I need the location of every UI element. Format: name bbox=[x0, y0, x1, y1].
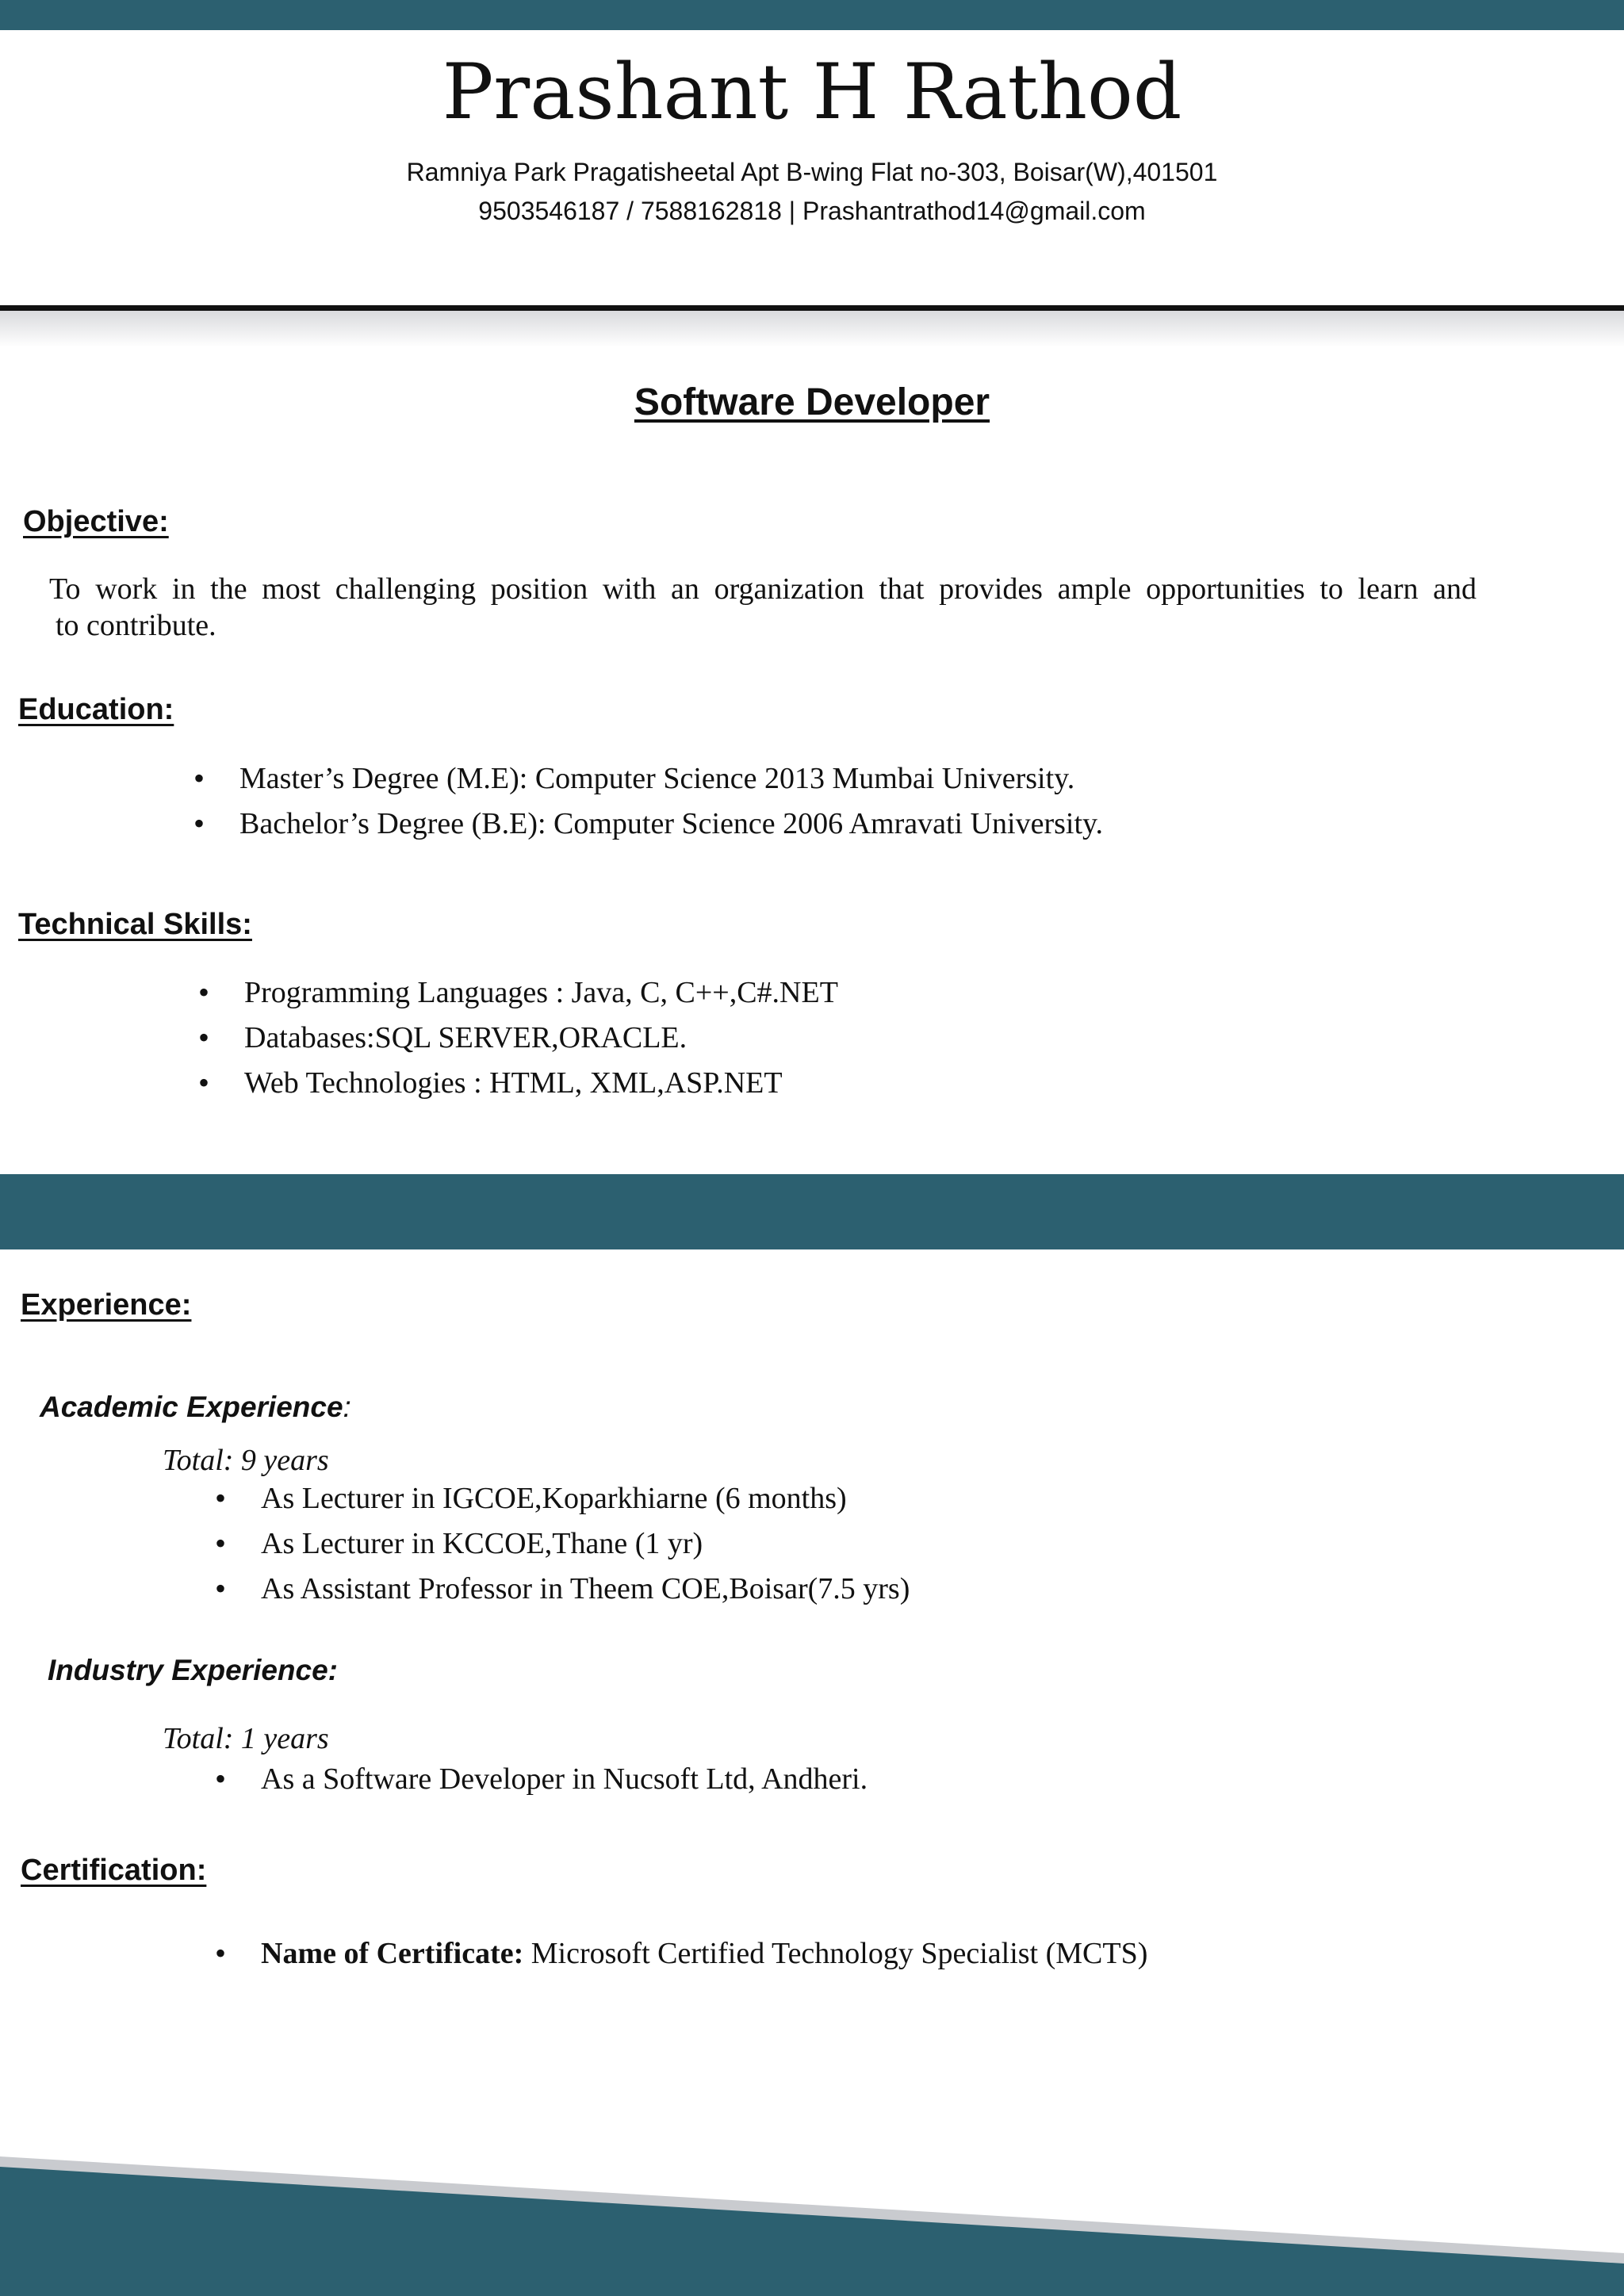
experience-heading: Experience: bbox=[21, 1288, 192, 1322]
header-divider-shadow bbox=[0, 311, 1624, 347]
list-item: • Databases:SQL SERVER,ORACLE. bbox=[244, 1020, 838, 1065]
academic-experience-list bbox=[261, 1480, 910, 1616]
list-item: • Bachelor’s Degree (B.E): Computer Science 2006 Amravati University. bbox=[239, 806, 1103, 851]
academic-experience-text: Academic Experience bbox=[40, 1391, 343, 1423]
certification-list bbox=[261, 1935, 1147, 1980]
objective-heading: Objective: bbox=[23, 505, 169, 538]
certificate-label: Name of Certificate: bbox=[261, 1937, 524, 1970]
skills-list bbox=[244, 974, 838, 1110]
footer-accent-wedge bbox=[0, 2167, 1624, 2296]
list-item: • Programming Languages : Java, C, C++,C#.NET bbox=[244, 974, 838, 1020]
objective-line-1: To work in the most challenging position with an organization that provides ample opportunities to learn and bbox=[49, 572, 1477, 606]
footer-decoration bbox=[0, 2141, 1624, 2296]
academic-experience-label bbox=[40, 1387, 351, 1427]
role-title: Software Developer bbox=[634, 381, 990, 423]
industry-experience-label: Industry Experience: bbox=[48, 1654, 339, 1686]
list-item: • Web Technologies : HTML, XML,ASP.NET bbox=[244, 1065, 838, 1110]
phone-email-line: 9503546187 / 7588162818 | Prashantrathod14@gmail.com bbox=[478, 197, 1146, 225]
candidate-name: Prashant H Rathod bbox=[442, 48, 1182, 136]
top-accent-bar bbox=[0, 0, 1624, 30]
skills-heading: Technical Skills: bbox=[18, 908, 252, 941]
list-item: • Master’s Degree (M.E): Computer Science 2013 Mumbai University. bbox=[239, 760, 1103, 806]
list-item: • As a Software Developer in Nucsoft Ltd, Andheri. bbox=[261, 1761, 868, 1806]
certificate-value: Microsoft Certified Technology Specialist (MCTS) bbox=[530, 1937, 1148, 1970]
objective-text bbox=[49, 571, 1477, 644]
list-item: • As Assistant Professor in Theem COE,Boisar(7.5 yrs) bbox=[261, 1571, 910, 1616]
education-heading: Education: bbox=[18, 693, 174, 726]
education-list bbox=[239, 760, 1103, 851]
certification-heading: Certification: bbox=[21, 1854, 207, 1887]
academic-total: Total: 9 years bbox=[163, 1444, 329, 1477]
objective-line-2: to contribute. bbox=[56, 609, 216, 642]
address-line: Ramniya Park Pragatisheetal Apt B-wing Flat no-303, Boisar(W),401501 bbox=[406, 158, 1218, 186]
industry-experience-list bbox=[261, 1761, 868, 1806]
list-item bbox=[261, 1935, 1147, 1980]
section-accent-band bbox=[0, 1174, 1624, 1249]
list-item: • As Lecturer in IGCOE,Koparkhiarne (6 months) bbox=[261, 1480, 910, 1525]
list-item: • As Lecturer in KCCOE,Thane (1 yr) bbox=[261, 1525, 910, 1571]
industry-total: Total: 1 years bbox=[163, 1722, 329, 1755]
header-divider bbox=[0, 305, 1624, 311]
academic-experience-colon: : bbox=[343, 1391, 351, 1423]
